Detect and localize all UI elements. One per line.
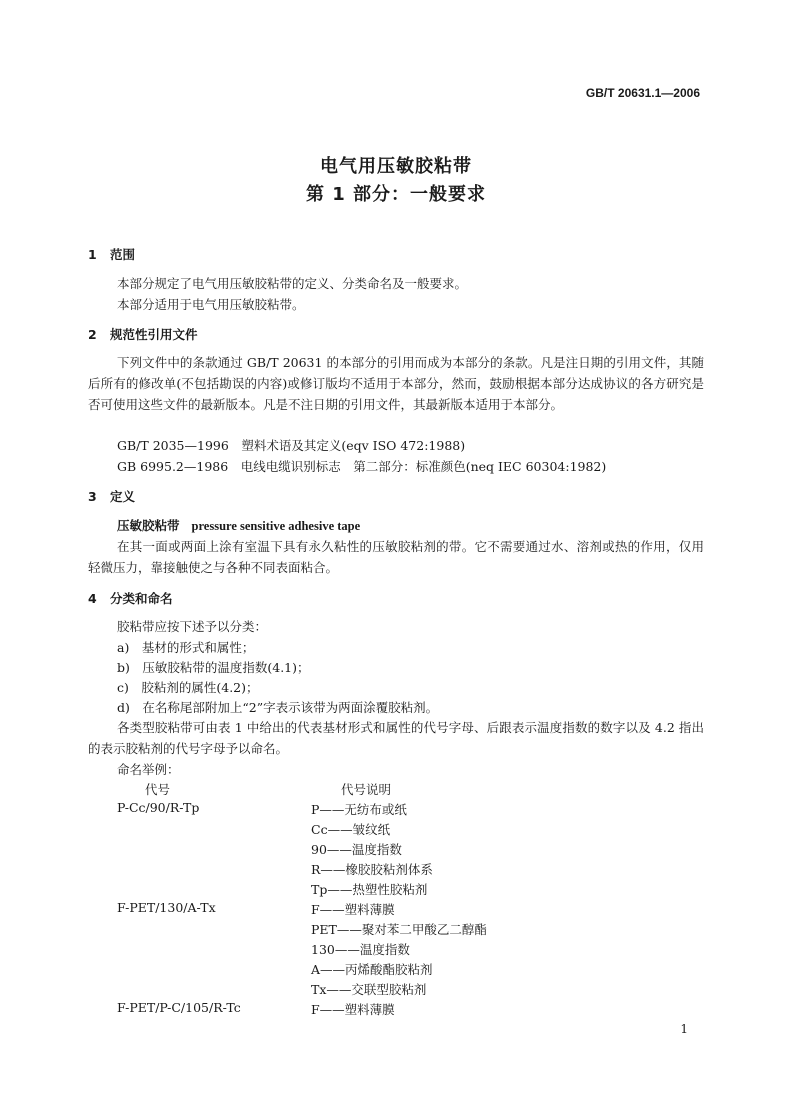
code-explanation: 130——温度指数 xyxy=(311,942,410,957)
code-explanation: R——橡胶胶粘剂体系 xyxy=(311,862,433,877)
list-item: b) 压敏胶粘带的温度指数(4.1)； xyxy=(117,660,310,675)
reference-item: GB 6995.2—1986 电线电缆识别标志 第二部分：标准颜色(neq IEC 60304:1982) xyxy=(117,459,607,474)
section-title: 分类和命名 xyxy=(110,591,173,606)
column-header-description: 代号说明 xyxy=(341,782,392,797)
section-title: 定义 xyxy=(110,489,136,504)
code-explanation: F——塑料薄膜 xyxy=(311,1002,395,1017)
list-item: c) 胶粘剂的属性(4.2)； xyxy=(117,680,259,695)
example-code: F-PET/130/A-Tx xyxy=(117,900,216,915)
section-2-heading xyxy=(88,325,198,343)
code-explanation: Tp——热塑性胶粘剂 xyxy=(311,882,428,897)
paragraph: 各类型胶粘带可由表 1 中给出的代表基材形式和属性的代号字母、后跟表示温度指数的数字以及 4.2 指出的表示胶粘剂的代号字母予以命名。 xyxy=(88,720,704,756)
paragraph: 下列文件中的条款通过 GB/T 20631 的本部分的引用而成为本部分的条款。凡是注日期的引用文件，其随后所有的修改单(不包括勘误的内容)或修订版均不适用于本部分，然而，鼓励根据本部分达成协议的各方研究是否可使用这些文件的最新版本。凡是不注日期的引用文件，其最新版本适用于本部分。 xyxy=(88,355,704,412)
code-explanation: Tx——交联型胶粘剂 xyxy=(311,982,427,997)
term-chinese: 压敏胶粘带 xyxy=(117,518,180,533)
example-label: 命名举例： xyxy=(117,762,180,777)
code-explanation: A——丙烯酸酯胶粘剂 xyxy=(311,962,433,977)
reference-item: GB/T 2035—1996 塑料术语及其定义(eqv ISO 472:1988) xyxy=(117,438,466,453)
list-item: d) 在名称尾部附加上“2”字表示该带为两面涂覆胶粘剂。 xyxy=(117,700,439,715)
code-explanation: 90——温度指数 xyxy=(311,842,402,857)
page-number: 1 xyxy=(680,1022,688,1036)
example-code: F-PET/P-C/105/R-Tc xyxy=(117,1000,241,1015)
section-number: 3 xyxy=(88,489,97,504)
paragraph: 本部分适用于电气用压敏胶粘带。 xyxy=(117,297,305,312)
section-number: 1 xyxy=(88,247,97,262)
section-title: 范围 xyxy=(110,247,136,262)
term-english: pressure sensitive adhesive tape xyxy=(191,519,361,533)
section-1-heading xyxy=(88,245,135,263)
document-title: 电气用压敏胶粘带 xyxy=(320,156,472,177)
code-explanation: F——塑料薄膜 xyxy=(311,902,395,917)
definition-paragraph: 在其一面或两面上涂有室温下具有永久粘性的压敏胶粘剂的带。它不需要通过水、溶剂或热的作用，仅用轻微压力，靠接触使之与各种不同表面粘合。 xyxy=(88,539,704,575)
paragraph: 本部分规定了电气用压敏胶粘带的定义、分类命名及一般要求。 xyxy=(117,276,468,291)
standard-code: GB/T 20631.1—2006 xyxy=(585,86,700,100)
document-subtitle: 第 1 部分：一般要求 xyxy=(305,184,487,205)
column-header-code: 代号 xyxy=(145,782,171,797)
section-number: 2 xyxy=(88,327,97,342)
section-title: 规范性引用文件 xyxy=(110,327,198,342)
code-explanation: P——无纺布或纸 xyxy=(311,802,407,817)
section-number: 4 xyxy=(88,591,97,606)
code-explanation: PET——聚对苯二甲酸乙二醇酯 xyxy=(311,922,487,937)
section-3-heading xyxy=(88,487,135,505)
example-code: P-Cc/90/R-Tp xyxy=(117,800,200,815)
paragraph: 胶粘带应按下述予以分类： xyxy=(117,619,268,634)
term-entry xyxy=(117,516,360,534)
code-explanation: Cc——皱纹纸 xyxy=(311,822,391,837)
list-item: a) 基材的形式和属性； xyxy=(117,640,255,655)
section-4-heading xyxy=(88,589,173,607)
